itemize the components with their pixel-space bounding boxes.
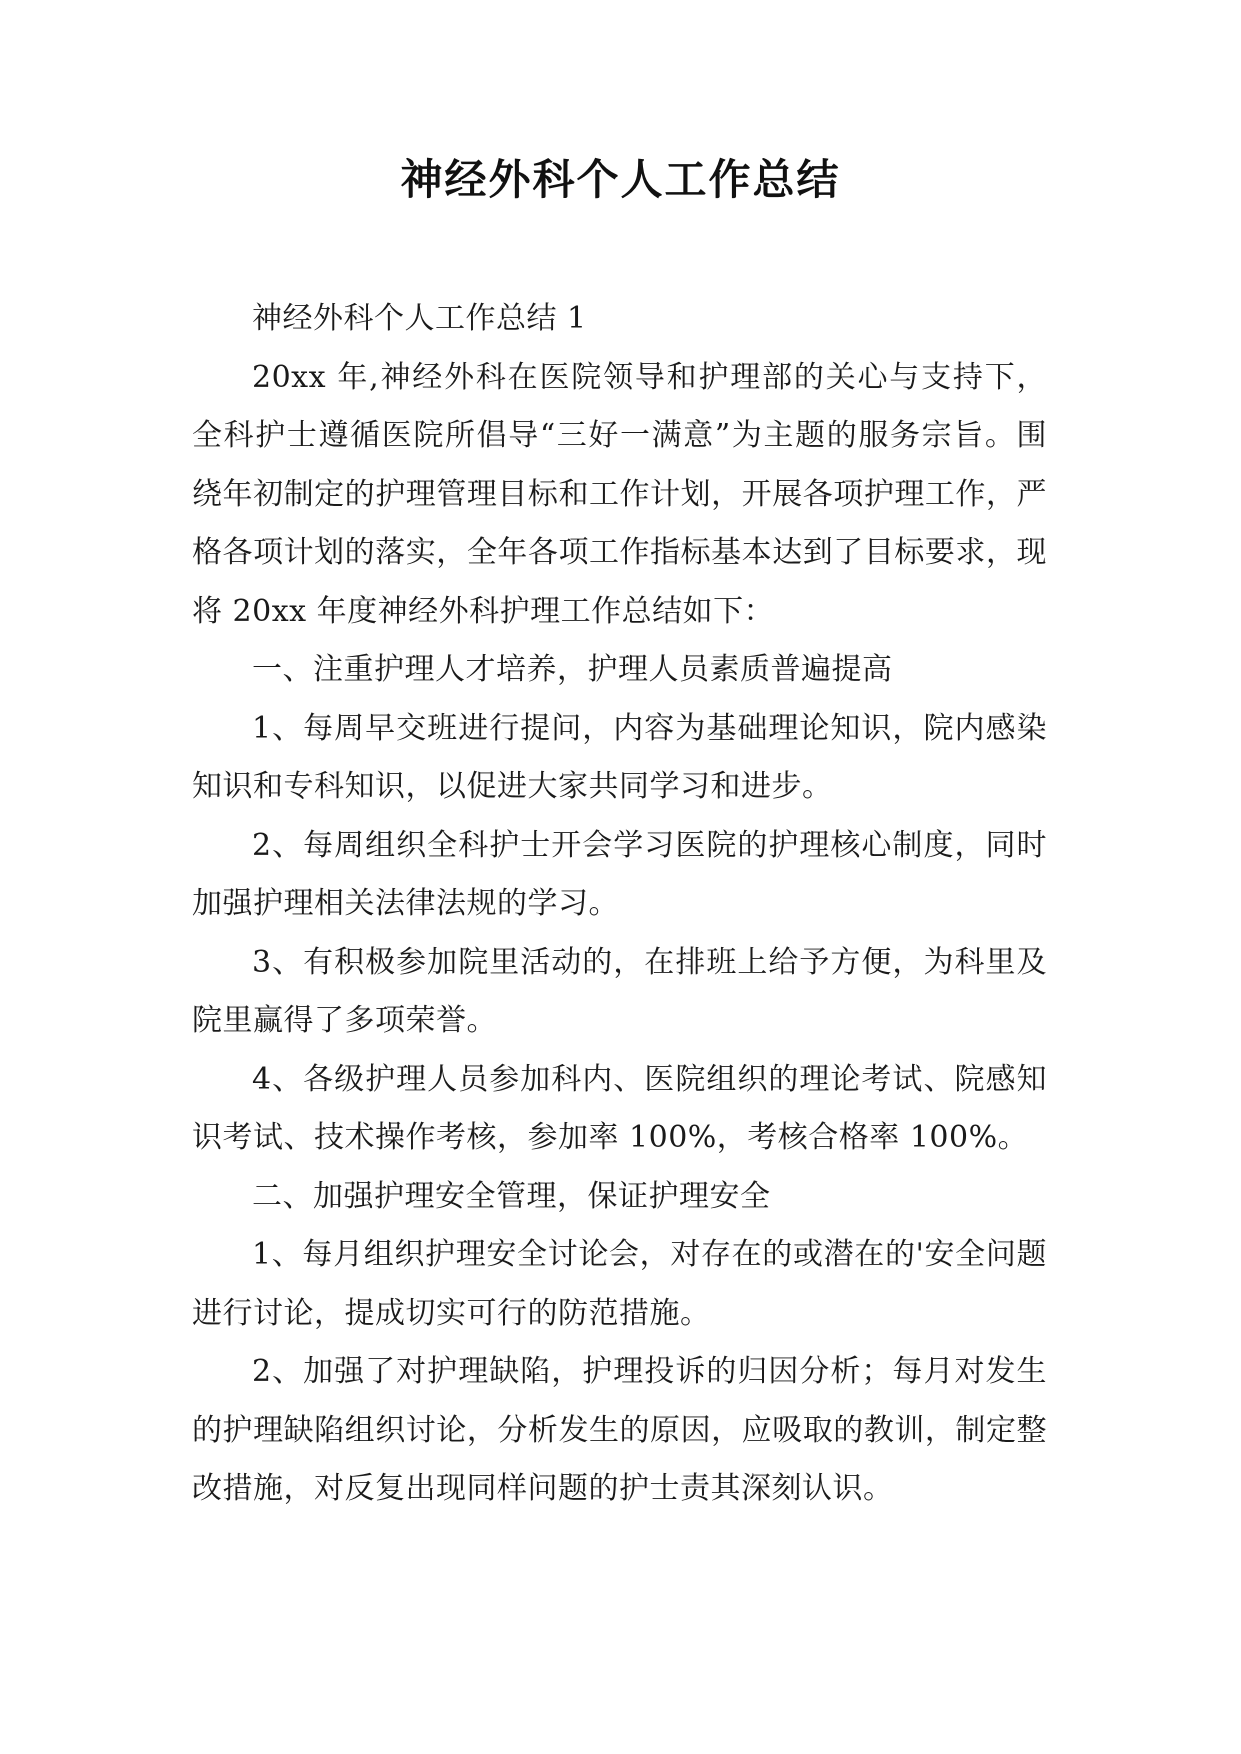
subheading-safety-management: 二、加强护理安全管理，保证护理安全 [252, 1178, 771, 1214]
section-heading: 神经外科个人工作总结 1 [252, 301, 587, 336]
document-body [192, 290, 1047, 1519]
subheading-talent-training: 一、注重护理人才培养，护理人员素质普遍提高 [252, 652, 893, 687]
list-item: 3、有积极参加院里活动的，在排班上给予方便，为科里及院里赢得了多项荣誉。 [192, 944, 1047, 1038]
document-title: 神经外科个人工作总结 [400, 155, 841, 204]
intro-paragraph: 20xx 年,神经外科在医院领导和护理部的关心与支持下，全科护士遵循医院所倡导“三好一满意”为主题的服务宗旨。围绕年初制定的护理管理目标和工作计划，开展各项护理工作，严格各项计划的落实，全年各项工作指标基本达到了目标要求，现将 20xx 年度神经外科护理工作总结如下： [192, 359, 1047, 629]
list-item: 2、加强了对护理缺陷，护理投诉的归因分析；每月对发生的护理缺陷组织讨论，分析发生的原因，应吸取的教训，制定整改措施，对反复出现同样问题的护士责其深刻认识。 [192, 1354, 1047, 1506]
list-item: 1、每月组织护理安全讨论会，对存在的或潜在的'安全问题进行讨论，提成切实可行的防范措施。 [192, 1237, 1047, 1331]
list-item: 4、各级护理人员参加科内、医院组织的理论考试、院感知识考试、技术操作考核，参加率 100%，考核合格率 100%。 [192, 1061, 1047, 1155]
list-item: 1、每周早交班进行提问，内容为基础理论知识，院内感染知识和专科知识，以促进大家共同学习和进步。 [192, 710, 1047, 804]
list-item: 2、每周组织全科护士开会学习医院的护理核心制度，同时加强护理相关法律法规的学习。 [192, 827, 1047, 921]
